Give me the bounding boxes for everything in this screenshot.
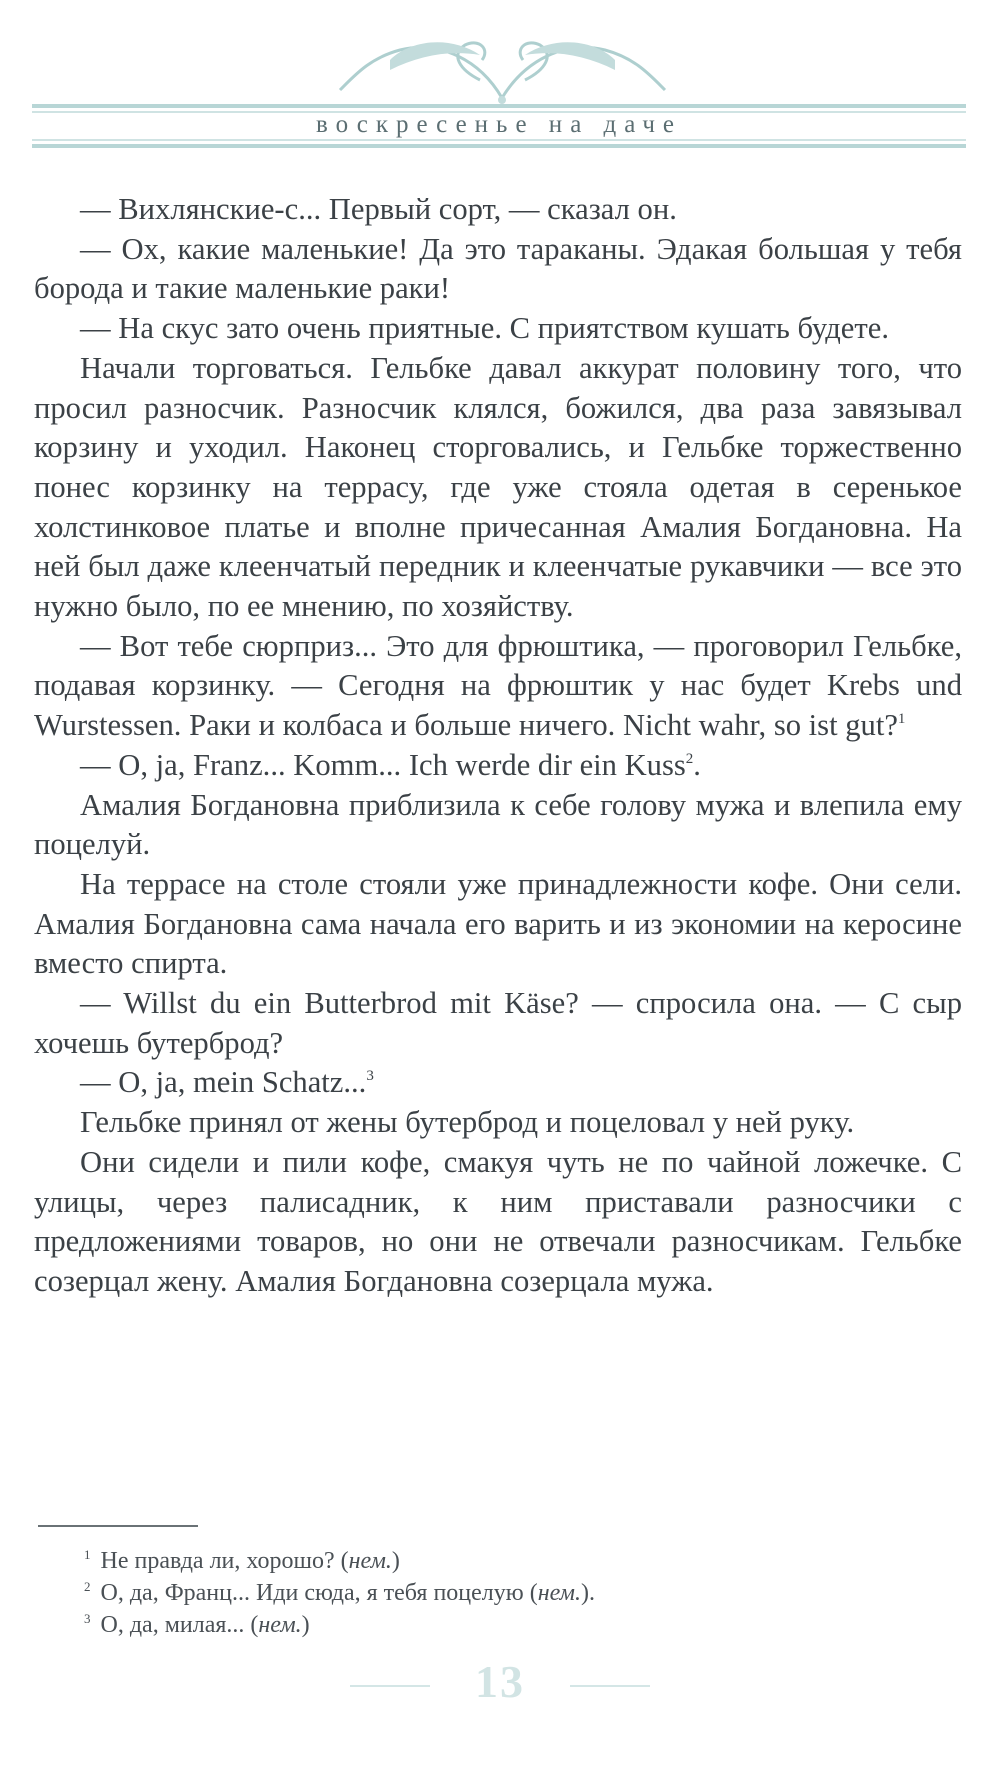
- folio-ornament-line: [570, 1685, 650, 1687]
- paragraph: Они сидели и пили кофе, смакуя чуть не по чайной ложечке. С улицы, через палисадник, к ним приставали разносчики с предложениями товаров, но они не отвечали разносчикам. Гельбке созерцал жену. Амалия Богдановна созерцала мужа.: [34, 1144, 962, 1298]
- header-rule: [32, 104, 966, 108]
- footnote-marker: 1: [897, 711, 906, 728]
- footnote-rule: [38, 1525, 198, 1527]
- page-number: 13: [475, 1656, 525, 1707]
- paragraph: — На скус зато очень приятные. С приятством кушать будете.: [80, 311, 889, 346]
- footnote-marker: 3: [366, 1068, 374, 1085]
- body-text: [34, 190, 962, 1302]
- paragraph: Начали торговаться. Гельбке давал аккурат половину того, что просил разносчик. Разносчик клялся, божился, два раза завязывал корзину и уходил. Наконец сторговались, и Гельбке торжественно понес корзинку на террасу, где уже стояла одетая в серенькое холстинковое платье и вполне причесанная Амалия Богдановна. На ней был даже клеенчатый передник и клеенчатые рукавчики — все это нужно было, по ее мнению, по хозяйству.: [34, 350, 962, 624]
- header-rule: [32, 139, 966, 141]
- paragraph: — Вот тебе сюрприз... Это для фрюштика, — проговорил Гельбке, подавая корзинку. — Сегодня на фрюштик у нас будет Krebs und Wurstessen. Раки и колбаса и больше ничего. Nicht wahr, so ist gut?$^1$: [34, 628, 962, 743]
- paragraph: — Вихлянские-с... Первый сорт, — сказал он.: [80, 192, 677, 226]
- paragraph: На террасе на столе стояли уже принадлежности кофе. Они сели. Амалия Богдановна сама начала его варить и из экономии на керосине вместо спирта.: [34, 866, 962, 981]
- flourish-ornament-icon: [330, 20, 675, 110]
- folio-ornament-line: [350, 1685, 430, 1687]
- paragraph: — Willst du ein Butterbrod mit Käse? — спросила она. — С сыр хочешь бутерброд?: [34, 986, 962, 1060]
- footnote: $^3$ О, да, милая... (нем.): [84, 1611, 310, 1638]
- paragraph: — O, ja, mein Schatz...$^3$: [80, 1065, 374, 1100]
- footnote: $^1$ Не правда ли, хорошо? (нем.): [84, 1547, 400, 1574]
- footnote: $^2$ О, да, Франц... Иди сюда, я тебя поцелую (нем.).: [84, 1579, 595, 1606]
- paragraph: — Ох, какие маленькие! Да это тараканы. Эдакая большая у тебя борода и такие маленькие раки!: [34, 231, 962, 306]
- footnotes: [84, 1545, 964, 1641]
- header-rule: [32, 144, 966, 148]
- paragraph: Гельбке принял от жены бутерброд и поцеловал у ней руку.: [80, 1105, 855, 1140]
- footnote-marker: 2: [685, 750, 694, 767]
- paragraph: — O, ja, Franz... Komm... Ich werde dir ein Kuss$^2$.: [80, 747, 701, 782]
- running-head: воскресенье на даче: [315, 111, 683, 138]
- paragraph: Амалия Богдановна приблизила к себе голову мужа и влепила ему поцелуй.: [34, 787, 962, 862]
